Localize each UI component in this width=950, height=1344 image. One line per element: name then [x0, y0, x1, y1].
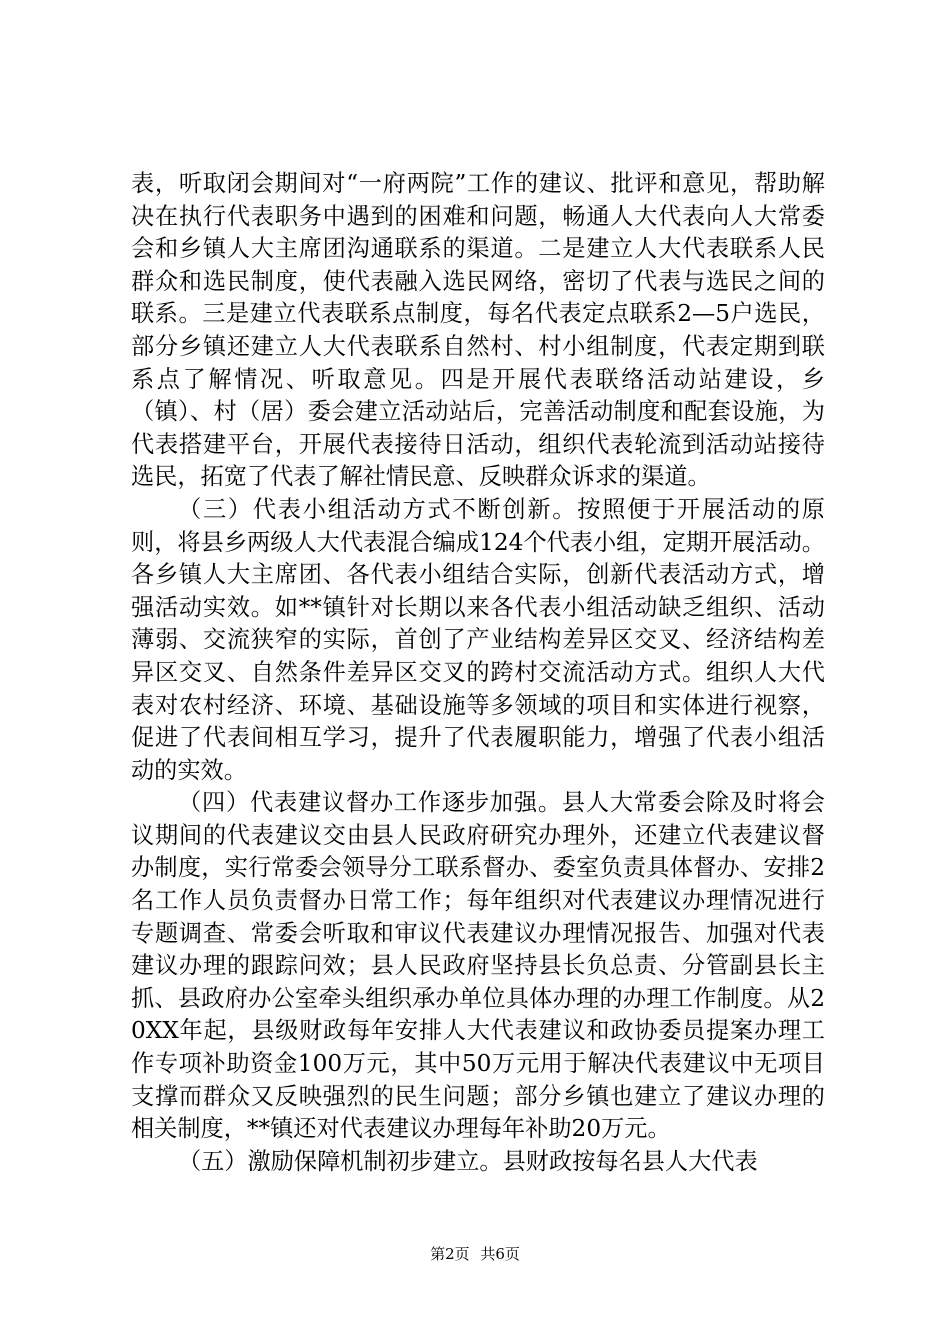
page-number: 第2页 — [430, 1245, 470, 1263]
page-total: 共6页 — [480, 1245, 520, 1263]
paragraph-3: （四）代表建议督办工作逐步加强。县人大常委会除及时将会议期间的代表建议交由县人民政府研究办理外，还建立代表建议督办制度，实行常委会领导分工联系督办、委室负责具体督办、安排2名工作人员负责督办日常工作；每年组织对代表建议办理情况进行专题调查、常委会听取和审议代表建议办理情况报告、加强对代表建议办理的跟踪问效；县人民政府坚持县长负总责、分管副县长主抓、县政府办公室牵头组织承办单位具体办理的办理工作制度。从20XX年起，县级财政每年安排人大代表建议和政协委员提案办理工作专项补助资金100万元，其中50万元用于解决代表建议中无项目支撑而群众又反映强烈的民生问题；部分乡镇也建立了建议办理的相关制度，**镇还对代表建议办理每年补助20万元。 — [131, 789, 825, 1143]
paragraph-2: （三）代表小组活动方式不断创新。按照便于开展活动的原则，将县乡两级人大代表混合编成124个代表小组，定期开展活动。各乡镇人大主席团、各代表小组结合实际，创新代表活动方式，增强活动实效。如**镇针对长期以来各代表小组活动缺乏组织、活动薄弱、交流狭窄的实际，首创了产业结构差异区交叉、经济结构差异区交叉、自然条件差异区交叉的跨村交流活动方式。组织人大代表对农村经济、环境、基础设施等多领域的项目和实体进行视察，促进了代表间相互学习，提升了代表履职能力，增强了代表小组活动的实效。 — [131, 495, 825, 784]
page-footer — [0, 1244, 950, 1264]
paragraph-4: （五）激励保障机制初步建立。县财政按每名县人大代表 — [178, 1147, 758, 1175]
paragraph-1: 表，听取闭会期间对“一府两院”工作的建议、批评和意见，帮助解决在执行代表职务中遇到的困难和问题，畅通人大代表向人大常委会和乡镇人大主席团沟通联系的渠道。二是建立人大代表联系人民群众和选民制度，使代表融入选民网络，密切了代表与选民之间的联系。三是建立代表联系点制度，每名代表定点联系2—5户选民，部分乡镇还建立人大代表联系自然村、村小组制度，代表定期到联系点了解情况、听取意见。四是开展代表联络活动站建设，乡（镇）、村（居）委会建立活动站后，完善活动制度和配套设施，为代表搭建平台，开展代表接待日活动，组织代表轮流到活动站接待选民，拓宽了代表了解社情民意、反映群众诉求的渠道。 — [131, 170, 825, 491]
document-body — [131, 168, 825, 1178]
